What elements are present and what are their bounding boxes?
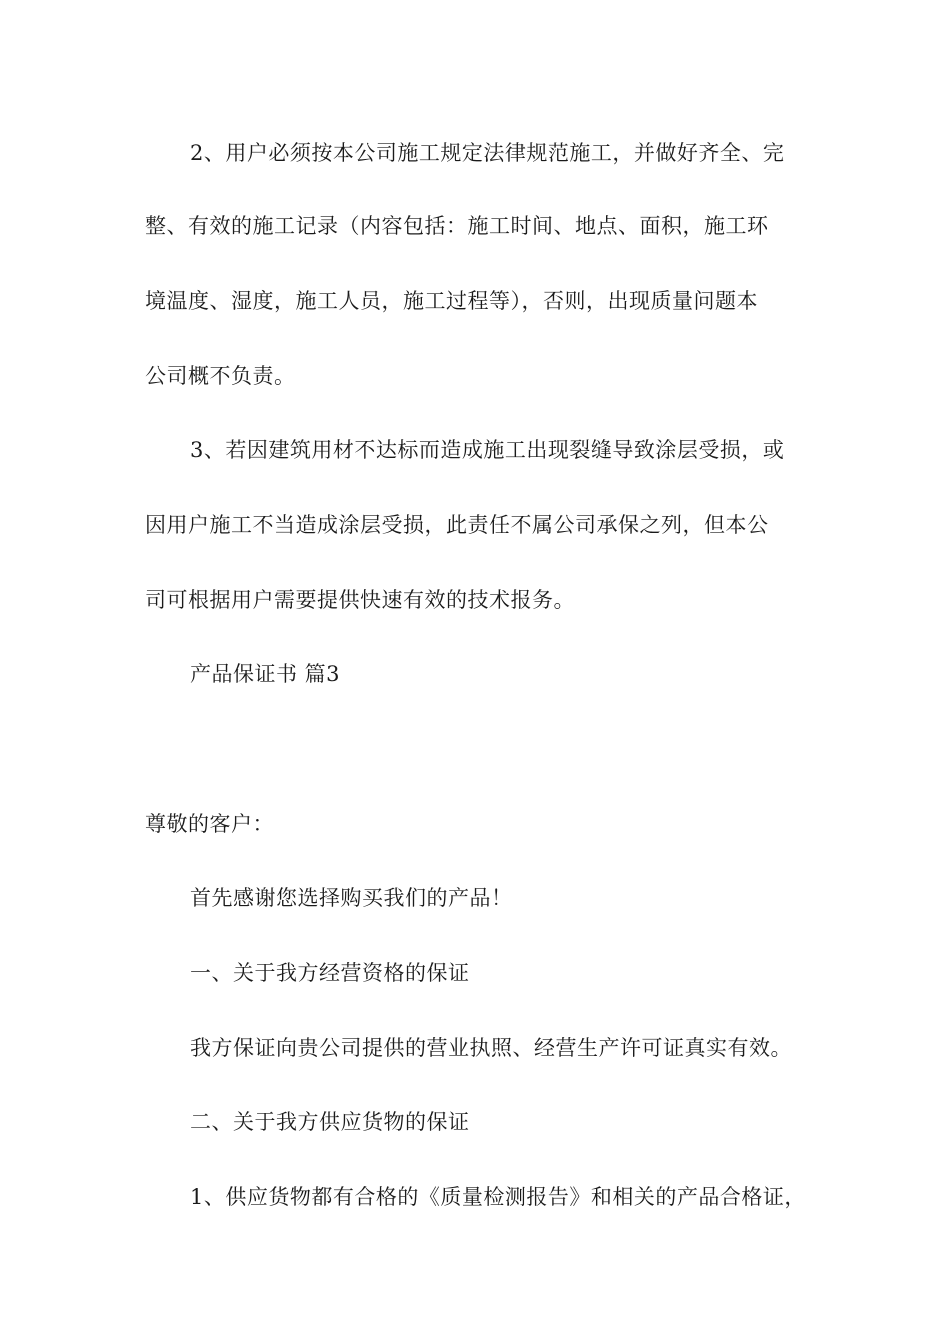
- heading-goods: 二、关于我方供应货物的保证: [190, 1110, 470, 1134]
- thanks-line: 首先感谢您选择购买我们的产品！: [190, 886, 513, 910]
- goods-item-1: 1、供应货物都有合格的《质量检测报告》和相关的产品合格证，: [190, 1185, 806, 1209]
- paragraph-2-line-1: 2、用户必须按本公司施工规定法律规范施工，并做好齐全、完: [190, 141, 785, 165]
- paragraph-3-line-3: 司可根据用户需要提供快速有效的技术报务。: [145, 588, 575, 612]
- qualification-body: 我方保证向贵公司提供的营业执照、经营生产许可证真实有效。: [190, 1036, 792, 1060]
- paragraph-3-line-1: 3、若因建筑用材不达标而造成施工出现裂缝导致涂层受损，或: [190, 438, 785, 462]
- paragraph-2-line-4: 公司概不负责。: [145, 364, 296, 388]
- salutation: 尊敬的客户：: [145, 812, 274, 836]
- paragraph-2-line-3: 境温度、湿度，施工人员，施工过程等），否则，出现质量问题本: [145, 289, 758, 313]
- paragraph-3-line-2: 因用户施工不当造成涂层受损，此责任不属公司承保之列，但本公: [145, 513, 769, 537]
- paragraph-2-line-2: 整、有效的施工记录（内容包括：施工时间、地点、面积，施工环: [145, 214, 769, 238]
- section-title: 产品保证书 篇3: [190, 662, 341, 686]
- heading-qualification: 一、关于我方经营资格的保证: [190, 961, 470, 985]
